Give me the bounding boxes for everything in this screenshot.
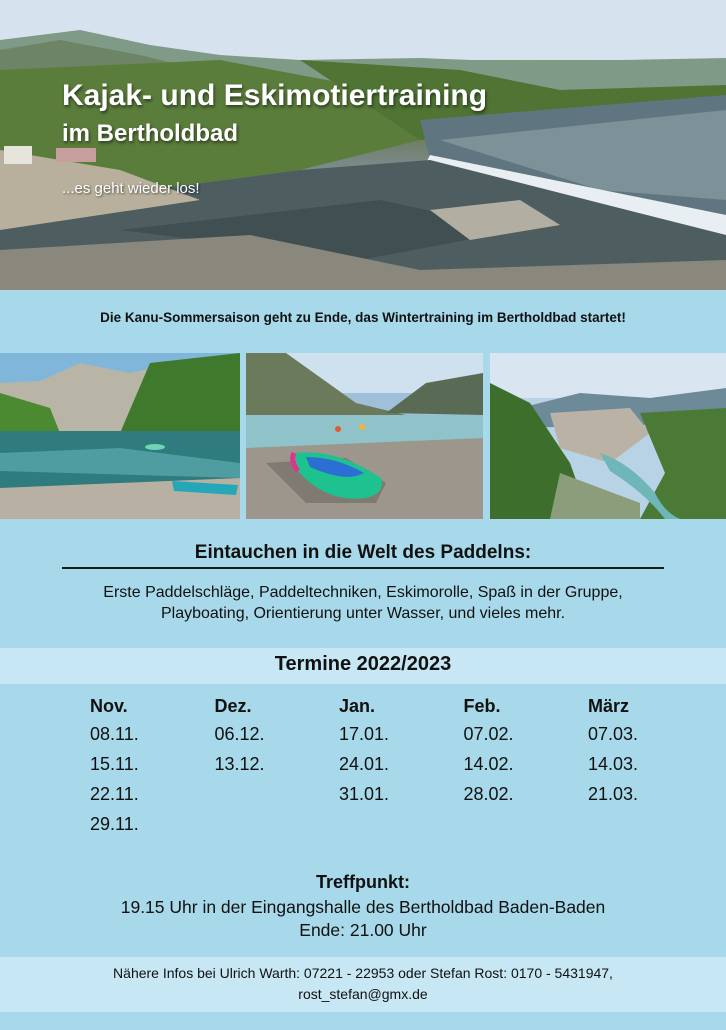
contact-email: rost_stefan@gmx.de [298,986,428,1002]
photo-gorge-landscape [490,353,726,519]
date-entry: 17.01. [339,724,390,744]
date-entry: 08.11. [90,724,139,744]
month-label: Dez. [214,696,252,716]
date-entry: 22.11. [90,784,139,804]
date-entry: 29.11. [90,814,139,834]
date-entry: 07.03. [588,724,639,744]
month-label: Nov. [90,696,128,716]
date-column-maerz [588,695,713,843]
section-body-line-1: Erste Paddelschläge, Paddeltechniken, Eskimorolle, Spaß in der Gruppe, [103,584,623,601]
heading-underline [62,567,664,569]
month-label: Jan. [339,696,376,716]
date-entry: 24.01. [339,754,390,774]
date-entry: 15.11. [90,754,139,774]
dates-table [90,695,713,843]
date-entry: 31.01. [339,784,390,804]
hero-tagline: ...es geht wieder los! [62,180,200,197]
date-column-feb [464,695,589,843]
date-entry: 07.02. [463,724,514,744]
date-entry: 13.12. [214,754,265,774]
date-column-nov [90,695,215,843]
photo-river-canyon [0,353,240,519]
meeting-title: Treffpunkt: [316,872,410,892]
date-entry: 14.03. [588,754,639,774]
date-entry: 21.03. [588,784,639,804]
month-label: Feb. [463,696,501,716]
month-label: März [588,696,630,716]
dates-title: Termine 2022/2023 [274,653,452,675]
intro-text: Die Kanu-Sommersaison geht zu Ende, das Wintertraining im Bertholdbad startet! [100,310,626,325]
date-entry: 06.12. [214,724,265,744]
meeting-end-time: Ende: 21.00 Uhr [299,920,427,940]
date-entry: 28.02. [463,784,514,804]
contact-info: Nähere Infos bei Ulrich Warth: 07221 - 22953 oder Stefan Rost: 0170 - 5431947, [113,965,613,981]
section-body-line-2: Playboating, Orientierung unter Wasser, und vieles mehr. [160,605,566,622]
meeting-place: 19.15 Uhr in der Eingangshalle des Bertholdbad Baden-Baden [120,897,606,917]
section-heading: Eintauchen in die Welt des Paddelns: [194,542,532,563]
date-entry: 14.02. [463,754,514,774]
date-column-dez [215,695,340,843]
section-body [40,582,686,624]
hero-title: Kajak- und Eskimotiertraining [62,79,488,112]
hero-photo [0,0,726,290]
date-column-jan [339,695,464,843]
photo-riverbank-kayak [246,353,483,519]
hero-subtitle: im Bertholdbad [62,120,239,147]
